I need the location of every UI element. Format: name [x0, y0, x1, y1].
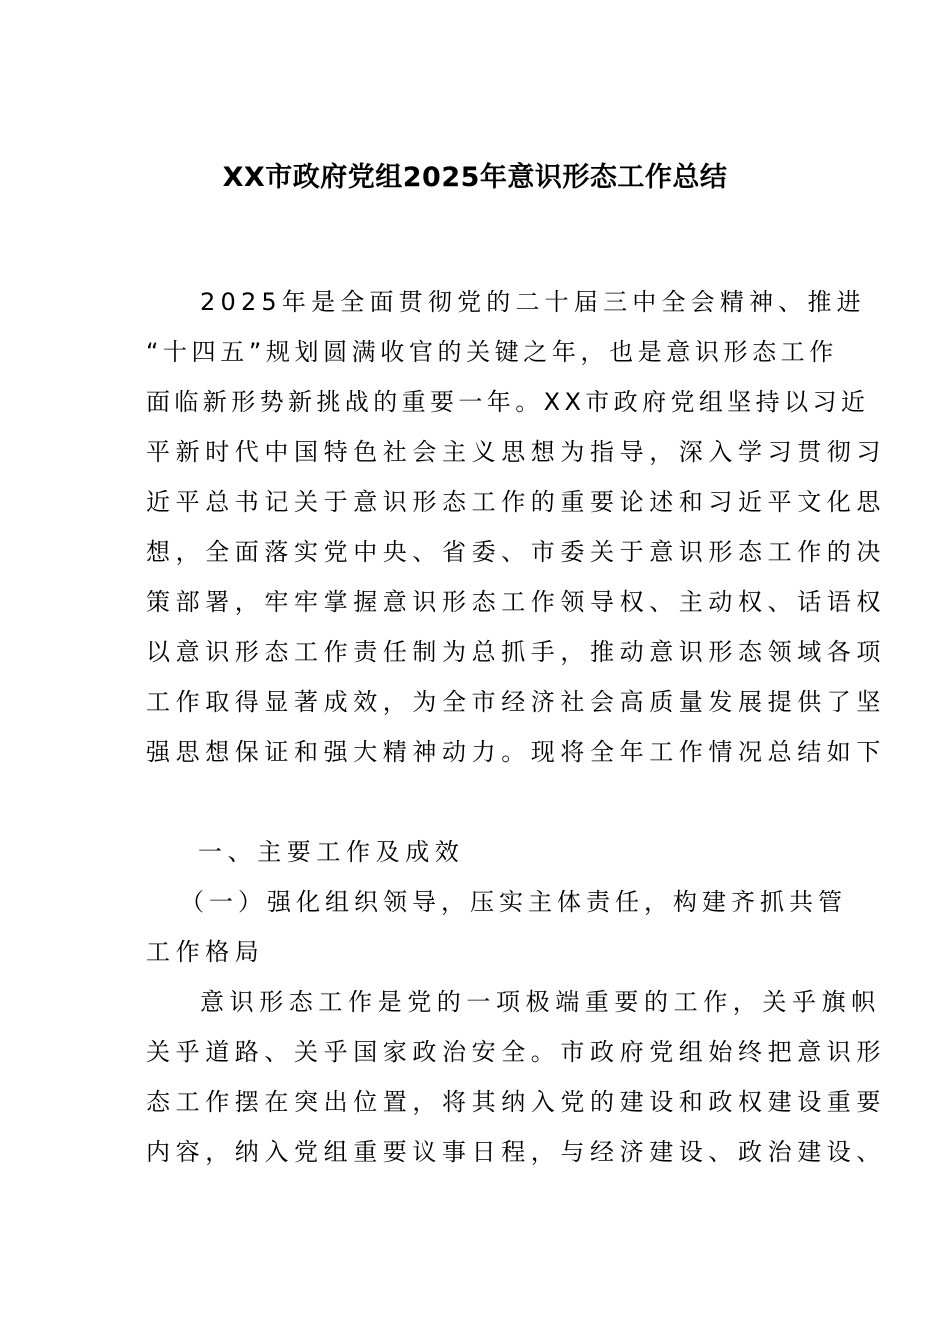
paragraph-line: 近平总书记关于意识形态工作的重要论述和习近平文化思 [146, 488, 886, 516]
paragraph-line: 强思想保证和强大精神动力。现将全年工作情况总结如下 [146, 738, 886, 766]
paragraph-line: 关乎道路、关乎国家政治安全。市政府党组始终把意识形 [146, 1038, 886, 1066]
paragraph-line: 意识形态工作是党的一项极端重要的工作，关乎旗帜 [200, 988, 881, 1016]
section-heading: 一、主要工作及成效 [198, 838, 465, 866]
subsection-heading-line: （一）强化组织领导，压实主体责任，构建齐抓共管 [180, 888, 847, 916]
paragraph-line: 平新时代中国特色社会主义思想为指导，深入学习贯彻习 [146, 438, 886, 466]
paragraph-line: 想，全面落实党中央、省委、市委关于意识形态工作的决 [146, 538, 886, 566]
paragraph-line: 面临新形势新挑战的重要一年。XX市政府党组坚持以习近 [146, 388, 870, 416]
paragraph-line: 2025年是全面贯彻党的二十届三中全会精神、推进 [200, 288, 866, 316]
paragraph-line: 态工作摆在突出位置，将其纳入党的建设和政权建设重要 [146, 1088, 886, 1116]
paragraph-line: 内容，纳入党组重要议事日程，与经济建设、政治建设、 [146, 1138, 886, 1166]
paragraph-line: “十四五”规划圆满收官的关键之年，也是意识形态工作 [146, 338, 838, 366]
subsection-heading-line: 工作格局 [146, 938, 265, 966]
paragraph-line: 工作取得显著成效，为全市经济社会高质量发展提供了坚 [146, 688, 886, 716]
document-title: XX市政府党组2025年意识形态工作总结 [222, 162, 728, 193]
paragraph-line: 策部署，牢牢掌握意识形态工作领导权、主动权、话语权 [146, 588, 886, 616]
paragraph-line: 以意识形态工作责任制为总抓手，推动意识形态领域各项 [146, 638, 886, 666]
